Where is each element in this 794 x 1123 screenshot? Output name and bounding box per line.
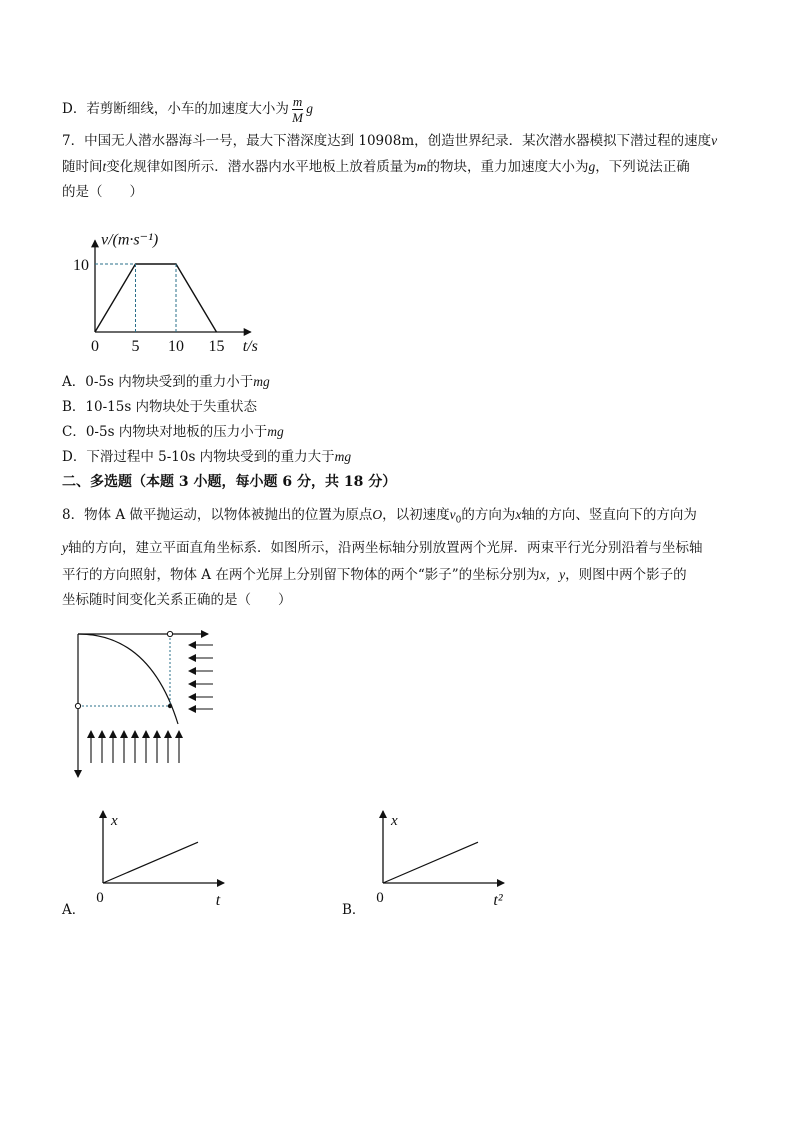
option-a-label: A． (62, 902, 86, 918)
shadow-point-y (75, 703, 80, 708)
x-axis-label: t/s (242, 338, 258, 355)
q7-option-c: C．0-5s 内物块对地板的压力小于mg (62, 424, 284, 440)
y-axis-label: x (391, 813, 398, 829)
origin-label: 0 (96, 890, 104, 906)
option-a-graph (85, 805, 225, 910)
vertical-light-arrows (91, 731, 179, 763)
origin-label: 0 (376, 890, 384, 906)
x-axis-label: t (215, 892, 221, 909)
q7-option-d: D．下滑过程中 5-10s 内物块受到的重力大于mg (62, 449, 352, 465)
q7-stem-line2: 随时间t变化规律如图所示．潜水器内水平地板上放着质量为m的物块，重力加速度大小为g，下列说法正确 (62, 159, 690, 175)
x-tick-label-15: 15 (208, 338, 225, 355)
y-axis-label: v/(m·s⁻¹) (101, 231, 159, 249)
y-tick-label-10: 10 (73, 257, 89, 274)
series-line (383, 842, 478, 883)
q8-stem-line1: 8．物体 A 做平抛运动，以物体被抛出的位置为原点O，以初速度$v_0$的方向为x轴的方向、竖直向下的方向为 (62, 507, 697, 526)
q7-option-b: B．10-15s 内物块处于失重状态 (62, 399, 258, 415)
velocity-series-line (95, 264, 217, 332)
y-axis-label: x (111, 813, 118, 829)
q7-stem-line3: 的是（ ） (62, 184, 143, 200)
series-line (103, 842, 198, 883)
x-axis-label: t² (493, 892, 503, 909)
x-tick-label-10: 10 (168, 338, 184, 355)
option-b-graph (365, 805, 515, 910)
q8-stem-line2: y轴的方向，建立平面直角坐标系．如图所示，沿两坐标轴分别放置两个光屏．两束平行光分别沿着与坐标轴 (62, 540, 703, 556)
parabolic-trajectory (78, 634, 178, 724)
horizontal-light-arrows (189, 645, 213, 709)
q7-option-a: A．0-5s 内物块受到的重力小于mg (62, 374, 270, 390)
fraction-m-over-M: $\frac{m}{M}$ (292, 94, 303, 125)
q8-stem-line3: 平行的方向照射，物体 A 在两个光屏上分别留下物体的两个“影子”的坐标分别为x，y，则图中两个影子的 (62, 567, 687, 583)
shadow-point-x (167, 631, 172, 636)
option-b-label: B． (342, 902, 366, 918)
section-title-multiple-choice: 二、多选题（本题 3 小题，每小题 6 分，共 18 分） (62, 474, 397, 490)
q8-stem-line4: 坐标随时间变化关系正确的是（ ） (62, 592, 292, 608)
x-tick-label-5: 5 (131, 338, 140, 355)
projectile-shadow-diagram (70, 625, 220, 785)
velocity-time-chart (60, 215, 280, 365)
object-a-point (168, 704, 172, 708)
q6-option-d: D．若剪断细线，小车的加速度大小为 $\frac{m}{M}$ g (62, 94, 313, 125)
q7-stem-line1: 7．中国无人潜水器海斗一号，最大下潜深度达到 10908m，创造世界纪录．某次潜水器模拟下潜过程的速度v (62, 133, 718, 149)
x-tick-label-0: 0 (91, 338, 99, 355)
